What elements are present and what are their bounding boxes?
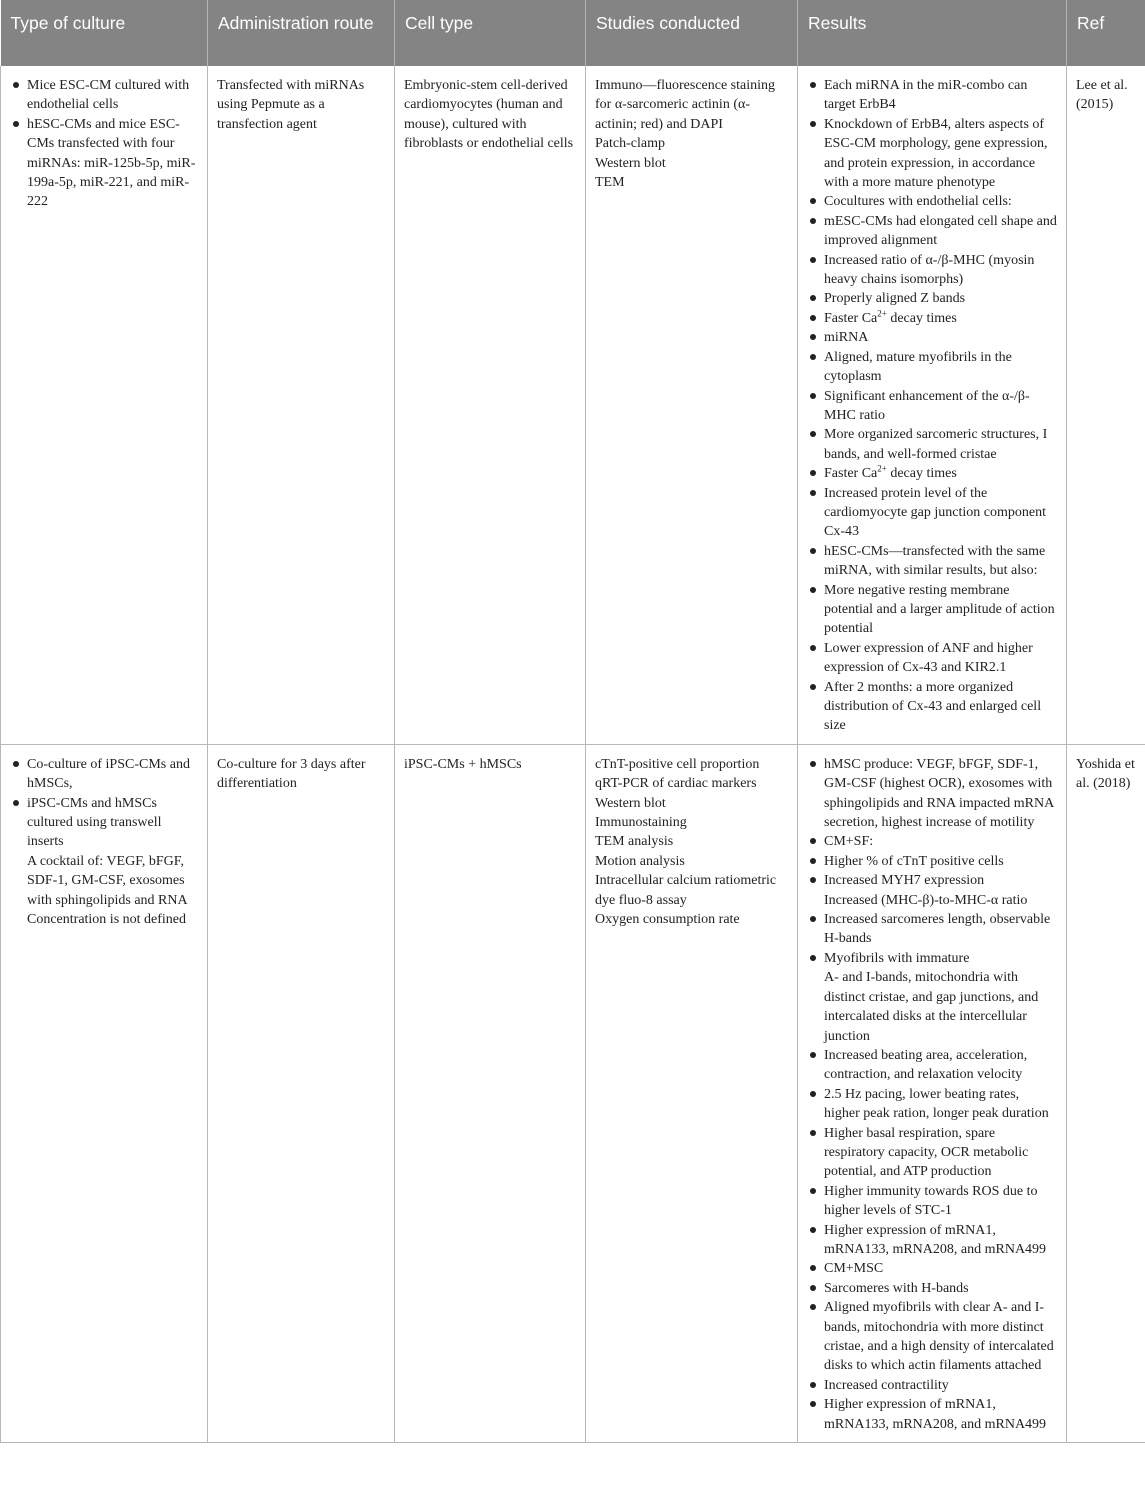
result-text: Knockdown of ErbB4, alters aspects of ESC-CM morphology, gene expression, and protein expression, in accordance with a more mature phenotype [824, 116, 1048, 191]
result-text: Increased ratio of α-/β-MHC (myosin heavy chains isomorphs) [824, 252, 1035, 288]
table-row [1, 66, 1145, 744]
result-text: Sarcomeres with H-bands [824, 1280, 969, 1296]
result-item [807, 387, 1057, 426]
result-list [807, 76, 1057, 736]
result-item [807, 1221, 1057, 1260]
header-cell-type: Cell type [395, 0, 586, 66]
result-text: Increased beating area, acceleration, contraction, and relaxation velocity [824, 1047, 1028, 1083]
result-text: Each miRNA in the miR-combo can target ErbB4 [824, 78, 1028, 113]
result-text: Significant enhancement of the α-/β-MHC ratio [824, 388, 1030, 423]
study-line: cTnT-positive cell proportion [595, 756, 760, 772]
result-text-after: decay times [886, 466, 957, 482]
result-item [807, 309, 1057, 328]
result-item [807, 968, 1057, 1046]
culture-item [10, 76, 198, 115]
result-item [807, 1124, 1057, 1182]
result-item [807, 852, 1057, 871]
result-text: Myofibrils with immature [824, 950, 970, 966]
result-text: CM+MSC [824, 1261, 884, 1277]
study-line: Immuno—fluorescence staining for α-sarcomeric actinin (α-actinin; red) and DAPI [595, 78, 776, 132]
result-item [807, 251, 1057, 290]
culture-item [10, 852, 198, 930]
result-text: mESC-CMs had elongated cell shape and improved alignment [824, 213, 1057, 249]
cell-cell-type: iPSC-CMs + hMSCs [395, 744, 586, 1442]
result-item [807, 289, 1057, 308]
result-text: After 2 months: a more organized distribution of Cx-43 and enlarged cell size [824, 679, 1042, 734]
result-text: Increased protein level of the cardiomyocyte gap junction component Cx-43 [824, 485, 1046, 540]
result-item [807, 542, 1057, 581]
study-line: Motion analysis [595, 853, 685, 869]
result-text: Increased contractility [824, 1377, 949, 1393]
result-item [807, 1298, 1057, 1376]
result-item [807, 348, 1057, 387]
culture-text: iPSC-CMs and hMSCs cultured using transwell inserts [27, 795, 162, 850]
result-text: Lower expression of ANF and higher expression of Cx-43 and KIR2.1 [824, 640, 1033, 676]
result-text: A- and I-bands, mitochondria with distinct cristae, and gap junctions, and intercalated disks at the intercellular junction [824, 970, 1039, 1044]
study-line: qRT-PCR of cardiac markers [595, 776, 757, 792]
result-list [807, 755, 1057, 1434]
cell-administration-route: Transfected with miRNAs using Pepmute as a transfection agent [208, 66, 395, 744]
result-item [807, 464, 1057, 483]
result-item [807, 212, 1057, 251]
result-text: Aligned myofibrils with clear A- and I-bands, mitochondria with more distinct cristae, and a high density of intercalated disks to which actin filaments attached [824, 1300, 1054, 1374]
culture-item [10, 755, 198, 794]
result-text: Faster Ca [824, 466, 878, 482]
result-text: hMSC produce: VEGF, bFGF, SDF-1, GM-CSF (highest OCR), exosomes with sphingolipids and RNA impacted mRNA secretion, highest increase of motility [824, 756, 1054, 831]
result-item [807, 76, 1057, 115]
result-text: 2.5 Hz pacing, lower beating rates, higher peak ration, longer peak duration [824, 1086, 1049, 1122]
superscript: 2+ [877, 463, 887, 474]
culture-text: A cocktail of: VEGF, bFGF, SDF-1, GM-CSF, exosomes with sphingolipids and RNA Concentration is not defined [27, 853, 187, 928]
result-text: Cocultures with endothelial cells: [824, 194, 1012, 210]
result-item [807, 192, 1057, 211]
culture-text: Co-culture of iPSC-CMs and hMSCs, [27, 756, 190, 792]
result-item [807, 115, 1057, 193]
study-line: Western blot [595, 795, 666, 811]
cell-studies-conducted [586, 744, 798, 1442]
header-results: Results [798, 0, 1067, 66]
cell-administration-route: Co-culture for 3 days after differentiation [208, 744, 395, 1442]
result-item [807, 1279, 1057, 1298]
result-text: Higher expression of mRNA1, mRNA133, mRNA208, and mRNA499 [824, 1222, 1047, 1257]
study-line: TEM [595, 175, 625, 191]
header-administration-route: Administration route [208, 0, 395, 66]
study-line: Immunostaining [595, 815, 687, 831]
result-item [807, 949, 1057, 968]
result-item [807, 484, 1057, 542]
result-item [807, 1046, 1057, 1085]
result-item [807, 1395, 1057, 1434]
result-item [807, 1085, 1057, 1124]
culture-list [10, 76, 198, 212]
culture-item [10, 794, 198, 852]
header-row [1, 0, 1145, 66]
cell-studies-conducted [586, 66, 798, 744]
header-type-of-culture: Type of culture [1, 0, 208, 66]
study-line: Oxygen consumption rate [595, 912, 740, 928]
result-item [807, 910, 1057, 949]
result-item [807, 328, 1057, 347]
cell-type-of-culture [1, 744, 208, 1442]
result-text: Higher immunity towards ROS due to higher levels of STC-1 [824, 1183, 1038, 1219]
result-text: Higher basal respiration, spare respiratory capacity, OCR metabolic potential, and ATP production [824, 1125, 1029, 1180]
cell-results [798, 744, 1067, 1442]
result-text: Increased sarcomeres length, observable H-bands [824, 912, 1051, 947]
cell-ref: Lee et al. (2015) [1067, 66, 1145, 744]
study-line: TEM analysis [595, 834, 674, 850]
result-text: Increased MYH7 expression [824, 873, 985, 889]
result-item [807, 425, 1057, 464]
result-item [807, 1182, 1057, 1221]
result-item [807, 871, 1057, 890]
result-item [807, 755, 1057, 833]
header-studies-conducted: Studies conducted [586, 0, 798, 66]
superscript: 2+ [877, 308, 887, 319]
result-item [807, 832, 1057, 851]
result-item [807, 891, 1057, 910]
result-text: Higher expression of mRNA1, mRNA133, mRNA208, and mRNA499 [824, 1397, 1047, 1432]
result-item [807, 678, 1057, 736]
culture-item [10, 115, 198, 212]
culture-text: Mice ESC-CM cultured with endothelial cells [27, 78, 190, 113]
cell-ref: Yoshida et al. (2018) [1067, 744, 1145, 1442]
culture-text: hESC-CMs and mice ESC-CMs transfected with four miRNAs: miR-125b-5p, miR-199a-5p, miR-221, and miR-222 [27, 116, 196, 210]
result-item [807, 1376, 1057, 1395]
result-text-after: decay times [886, 310, 957, 326]
table-row [1, 744, 1145, 1442]
result-text: Faster Ca [824, 310, 878, 326]
cell-type-of-culture [1, 66, 208, 744]
header-ref: Ref [1067, 0, 1145, 66]
result-text: CM+SF: [824, 834, 874, 850]
result-item [807, 581, 1057, 639]
result-text: Properly aligned Z bands [824, 291, 966, 307]
result-text: miRNA [824, 330, 869, 346]
result-item [807, 1259, 1057, 1278]
result-text: More negative resting membrane potential and a larger amplitude of action potential [824, 582, 1055, 637]
result-text: More organized sarcomeric structures, I bands, and well-formed cristae [824, 427, 1048, 462]
result-item [807, 639, 1057, 678]
result-text: Increased (MHC-β)-to-MHC-α ratio [824, 892, 1028, 908]
culture-list [10, 755, 198, 930]
study-line: Patch-clamp [595, 136, 665, 152]
cell-cell-type: Embryonic-stem cell-derived cardiomyocytes (human and mouse), cultured with fibroblasts or endothelial cells [395, 66, 586, 744]
cell-results [798, 66, 1067, 744]
result-text: hESC-CMs—transfected with the same miRNA, with similar results, but also: [824, 543, 1046, 579]
study-line: Intracellular calcium ratiometric dye fluo-8 assay [595, 873, 777, 908]
study-line: Western blot [595, 155, 666, 171]
result-text: Higher % of cTnT positive cells [824, 853, 1004, 869]
result-text: Aligned, mature myofibrils in the cytoplasm [824, 349, 1012, 385]
